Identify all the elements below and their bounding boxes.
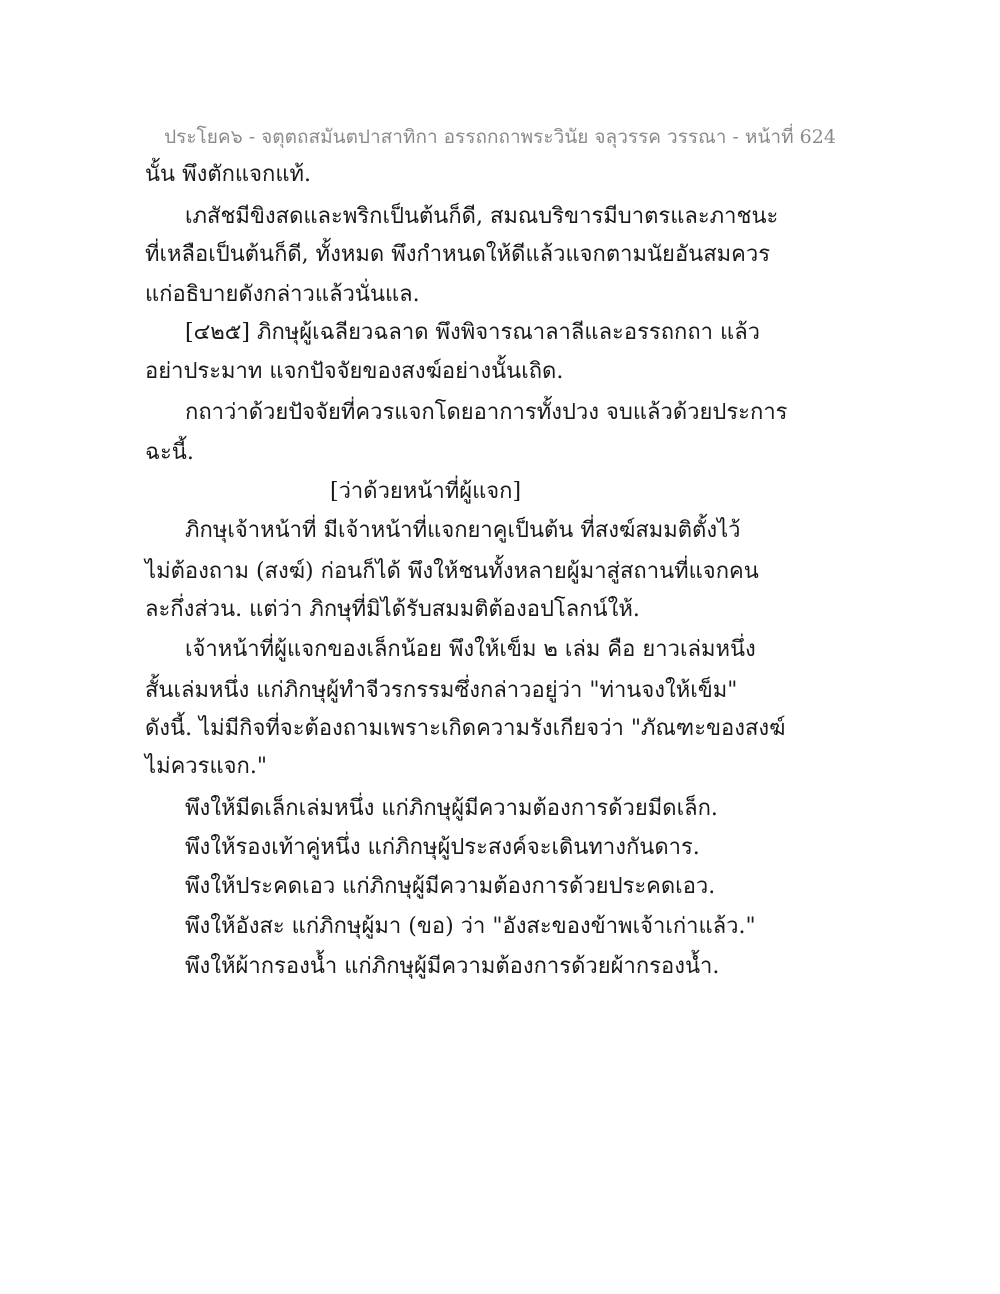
text-line: พึงให้มีดเล็กเล่มหนึ่ง แก่ภิกษุผู้มีความต้องการด้วยมีดเล็ก. [185, 796, 718, 821]
text-line: พึงให้อังสะ แก่ภิกษุผู้มา (ขอ) ว่า "อังสะของข้าพเจ้าเก่าแล้ว." [185, 914, 756, 939]
text-line: ดังนี้. ไม่มีกิจที่จะต้องถามเพราะเกิดความรังเกียจว่า "ภัณฑะของสงฆ์ [145, 716, 786, 741]
text-line: พึงให้ประคดเอว แก่ภิกษุผู้มีความต้องการด้วยประคดเอว. [185, 874, 716, 899]
page-header: ประโยค๖ - จตุตถสมันตปาสาทิกา อรรถกถาพระวินัย จลุวรรค วรรณา - หน้าที่ 624 [164, 126, 836, 148]
text-line: ภิกษุเจ้าหน้าที่ มีเจ้าหน้าที่แจกยาคูเป็นต้น ที่สงฆ์สมมติตั้งไว้ [185, 518, 741, 543]
text-line: พึงให้ผ้ากรองน้ำ แก่ภิกษุผู้มีความต้องการด้วยผ้ากรองน้ำ. [185, 954, 720, 979]
text-line: ไม่ต้องถาม (สงฆ์) ก่อนก็ได้ พึงให้ชนทั้งหลายผู้มาสู่สถานที่แจกคน [145, 559, 759, 584]
text-line: ละกึ่งส่วน. แต่ว่า ภิกษุที่มิได้รับสมมติต้องอปโลกน์ให้. [145, 597, 640, 622]
text-line: กถาว่าด้วยปัจจัยที่ควรแจกโดยอาการทั้งปวง จบแล้วด้วยประการ [185, 400, 788, 425]
text-line: [๔๒๕] ภิกษุผู้เฉลียวฉลาด พึงพิจารณาลาลีและอรรถกถา แล้ว [185, 320, 761, 345]
text-line: พึงให้รองเท้าคู่หนึ่ง แก่ภิกษุผู้ประสงค์จะเดินทางกันดาร. [185, 835, 700, 860]
text-line: เจ้าหน้าที่ผู้แจกของเล็กน้อย พึงให้เข็ม ๒ เล่ม คือ ยาวเล่มหนึ่ง [185, 637, 756, 662]
text-line: นั้น พึงตักแจกแท้. [145, 162, 311, 187]
section-heading: [ว่าด้วยหน้าที่ผู้แจก] [330, 479, 522, 504]
text-line: ฉะนี้. [145, 440, 194, 465]
text-line: อย่าประมาท แจกปัจจัยของสงฆ์อย่างนั้นเถิด. [145, 359, 564, 384]
text-line: ไม่ควรแจก." [145, 754, 267, 779]
text-line: เภสัชมีขิงสดและพริกเป็นต้นก็ดี, สมณบริขารมีบาตรและภาชนะ [185, 204, 779, 229]
text-line: ที่เหลือเป็นต้นก็ดี, ทั้งหมด พึงกำหนดให้ดีแล้วแจกตามนัยอันสมควร [145, 242, 771, 267]
text-line: สั้นเล่มหนึ่ง แก่ภิกษุผู้ทำจีวรกรรมซึ่งกล่าวอยู่ว่า "ท่านจงให้เข็ม" [145, 678, 738, 703]
text-line: แก่อธิบายดังกล่าวแล้วนั่นแล. [145, 282, 420, 307]
